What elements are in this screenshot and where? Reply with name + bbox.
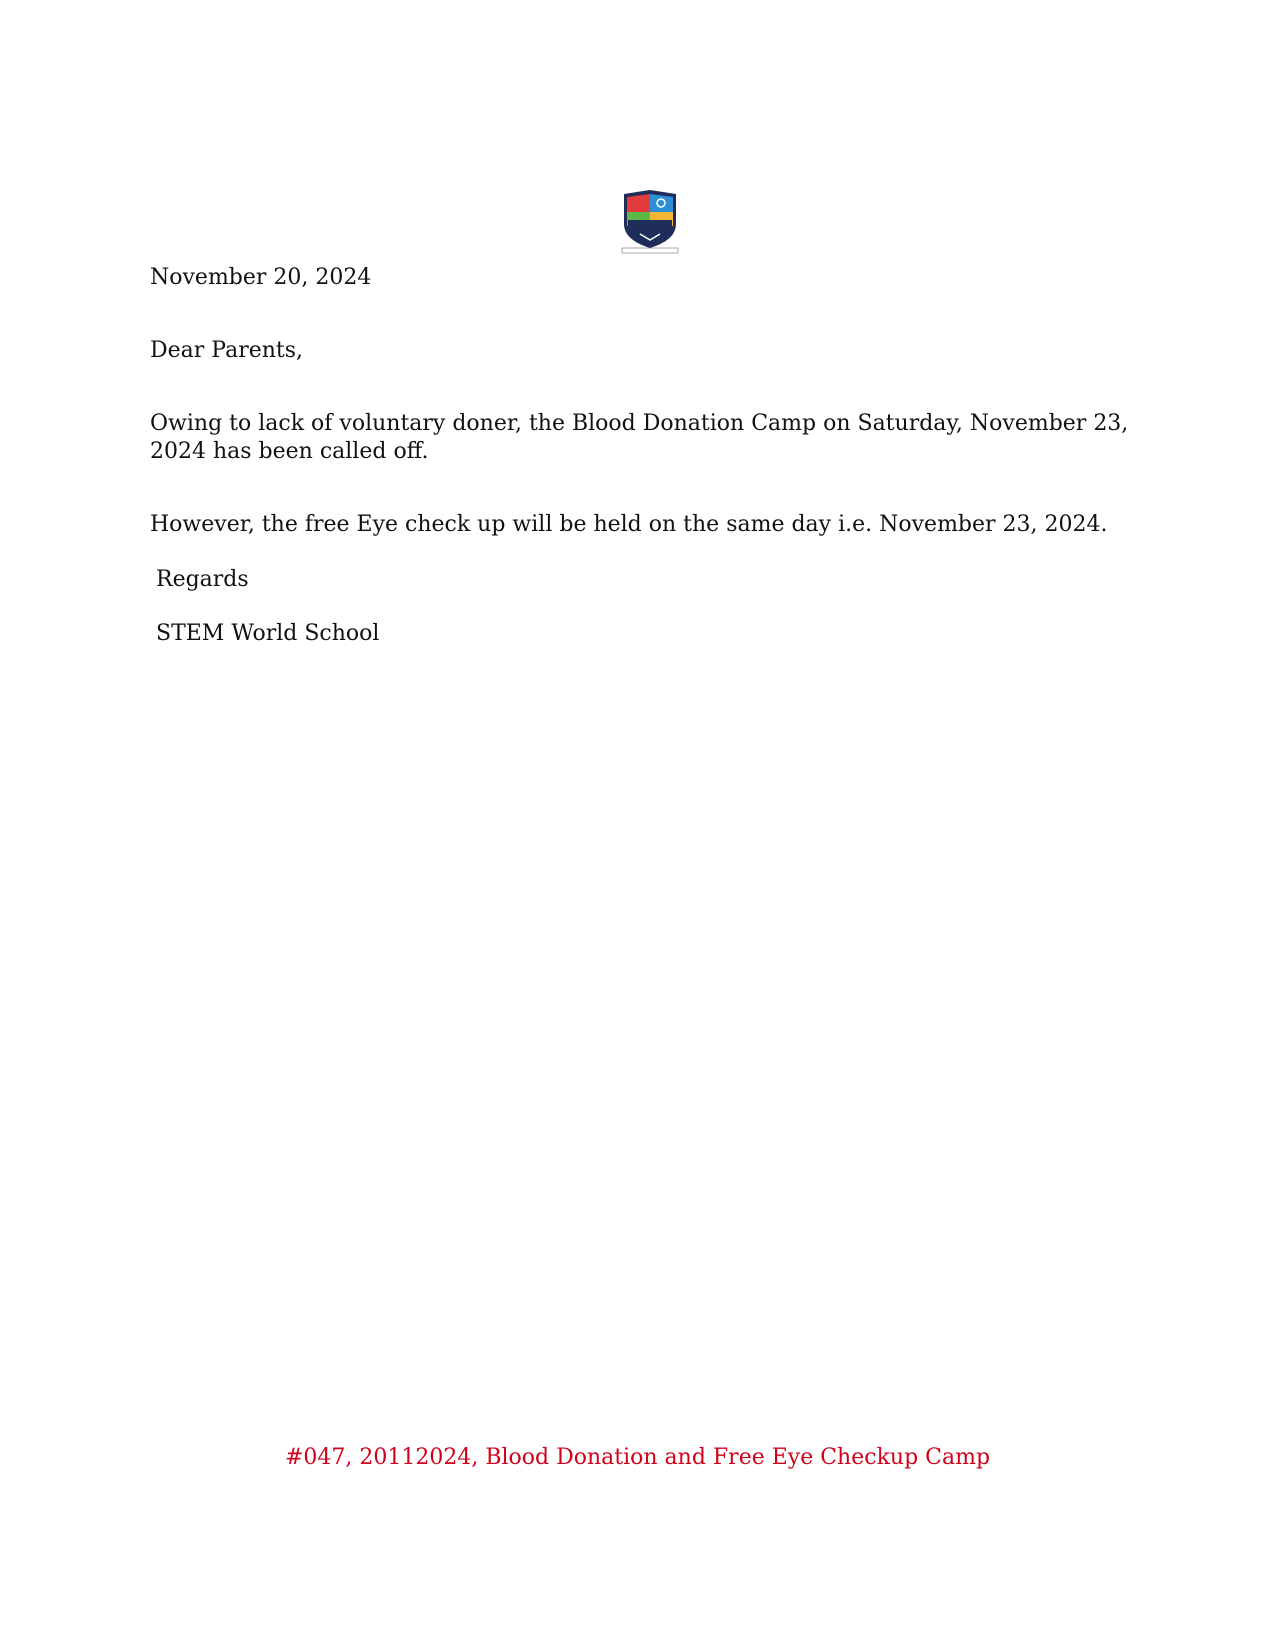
- footer-reference: #047, 20112024, Blood Donation and Free Eye Checkup Camp: [284, 1445, 991, 1470]
- salutation: Dear Parents,: [150, 338, 304, 363]
- signature: STEM World School: [156, 621, 380, 646]
- paragraph-eye-checkup: However, the free Eye check up will be held on the same day i.e. November 23, 2024.: [150, 512, 1108, 537]
- closing: Regards: [156, 567, 249, 592]
- letter-date: November 20, 2024: [150, 265, 372, 290]
- school-logo-icon: [620, 188, 680, 254]
- paragraph-cancellation: Owing to lack of voluntary doner, the Blood Donation Camp on Saturday, November 23, 2024 has been called off.: [150, 411, 1129, 464]
